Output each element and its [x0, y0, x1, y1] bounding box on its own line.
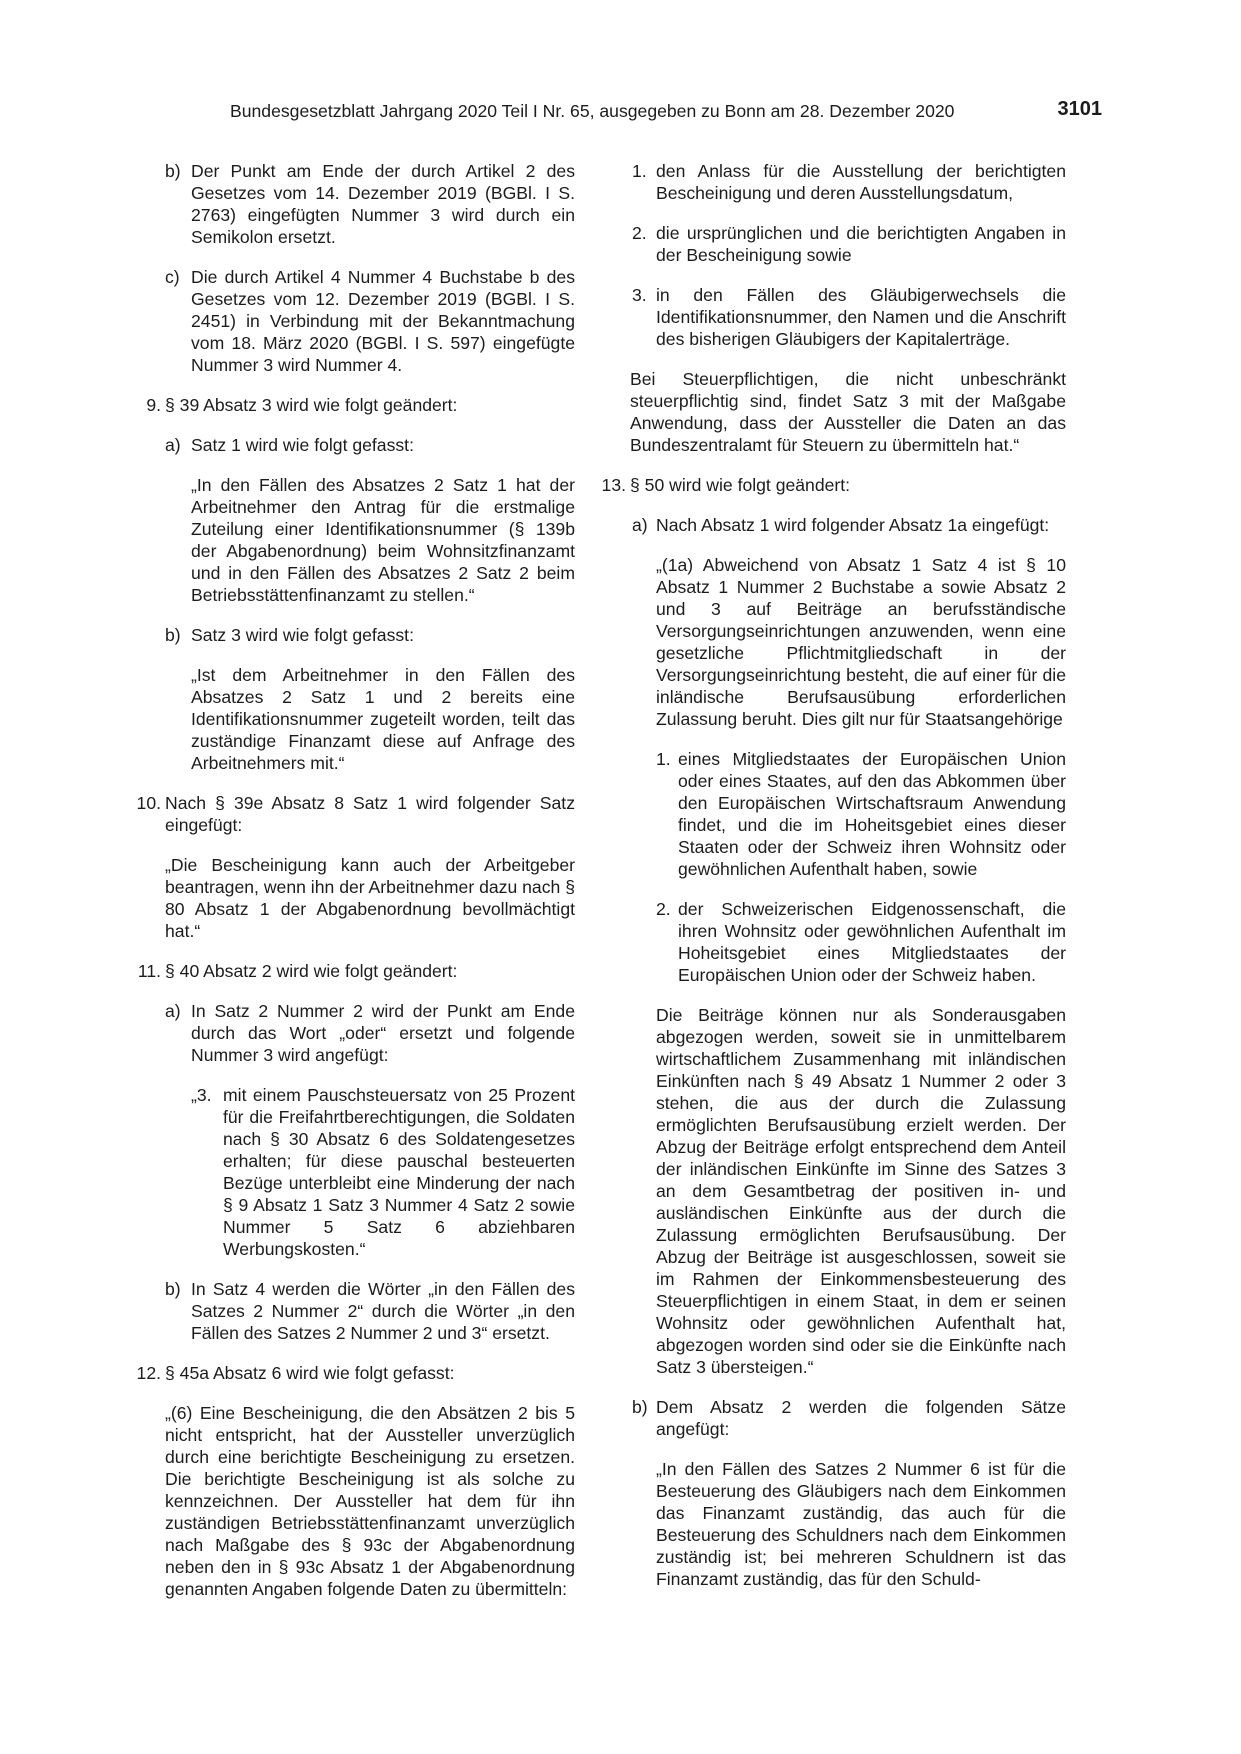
item-text: In Satz 4 werden die Wörter „in den Fällen des Satzes 2 Nummer 2“ durch die Wörter „in den Fällen des Satzes 2 Nummer 2 und 3“ ersetzt. — [191, 1279, 575, 1343]
item-number: 11. — [137, 961, 161, 981]
item-label: b) — [165, 1279, 181, 1299]
quote-13a: „(1a) Abweichend von Absatz 1 Satz 4 ist § 10 Absatz 1 Nummer 2 Buchstabe a sowie Absatz 2 und 3 auf Beiträge an berufsständische Versorgungseinrichtungen anzuwenden, wenn eine gesetzliche Pflichtmitgliedschaft in der Versorgungseinrichtung besteht, die auf einer für die inländische Berufsausübung erforderlichen Zulassung beruht. Dies gilt nur für Staatsangehörige — [656, 555, 1066, 729]
item-13a — [626, 514, 1066, 536]
right-column — [601, 160, 1066, 1608]
item-text: Der Punkt am Ende der durch Artikel 2 des Gesetzes vom 14. Dezember 2019 (BGBl. I S. 2763) eingefügten Nummer 3 wird durch ein Semikolon ersetzt. — [191, 161, 575, 247]
item-9a — [135, 434, 575, 456]
item-label: a) — [632, 515, 648, 535]
item-label: 3. — [632, 285, 647, 305]
item-9b — [135, 624, 575, 646]
item-text: Nach § 39e Absatz 8 Satz 1 wird folgender Satz eingefügt: — [165, 793, 575, 835]
item-12 — [135, 1362, 575, 1384]
item-label: a) — [165, 1001, 181, 1021]
item-10 — [135, 792, 575, 836]
item-text: § 50 wird wie folgt geändert: — [630, 475, 851, 495]
item-text: die ursprünglichen und die berichtigten Angaben in der Bescheinigung sowie — [656, 223, 1066, 265]
quote-10: „Die Bescheinigung kann auch der Arbeitgeber beantragen, wenn ihn der Arbeitnehmer dazu nach § 80 Absatz 1 der Abgabenordnung bevollmächtigt hat.“ — [165, 855, 575, 941]
item-text: § 40 Absatz 2 wird wie folgt geändert: — [165, 961, 458, 981]
item-text: eines Mitgliedstaates der Europäischen Union oder eines Staates, auf den das Abkommen über den Europäischen Wirtschaftsraum Anwendung findet, und die im Hoheitsgebiet eines dieser Staaten oder der Schweiz ihren Wohnsitz oder gewöhnlichen Aufenthalt haben, sowie — [678, 749, 1066, 879]
quote-12: „(6) Eine Bescheinigung, die den Absätzen 2 bis 5 nicht entspricht, hat der Aussteller unverzüglich durch eine berichtigte Bescheinigung zu ersetzen. Die berichtigte Bescheinigung ist als solche zu kennzeichnen. Der Aussteller hat dem für ihn zuständigen Betriebsstättenfinanzamt unverzüglich nach Maßgabe des § 93c der Abgabenordnung neben den in § 93c Absatz 1 der Abgabenordnung genannten Angaben folgende Daten zu übermitteln: — [165, 1403, 575, 1599]
page-number: 3101 — [1057, 98, 1102, 120]
item-c — [135, 266, 575, 376]
item-11b — [135, 1278, 575, 1344]
item-label: b) — [632, 1397, 648, 1417]
item-text: in den Fällen des Gläubigerwechsels die Identifikationsnummer, den Namen und die Anschrift des bisherigen Gläubigers der Kapitalerträge. — [656, 285, 1066, 349]
item-text: Die durch Artikel 4 Nummer 4 Buchstabe b des Gesetzes vom 12. Dezember 2019 (BGBl. I S. 2451) in Verbindung mit der Bekanntmachung vom 18. März 2020 (BGBl. I S. 597) eingefügte Nummer 3 wird Nummer 4. — [191, 267, 575, 375]
paragraph-beitraege: Die Beiträge können nur als Sonderausgaben abgezogen werden, soweit sie in unmittelbarem wirtschaftlichem Zusammenhang mit inländischen Einkünften nach § 49 Absatz 1 Nummer 2 oder 3 stehen, die aus der durch die Zulassung ermöglichten Berufsausübung erzielt werden. Der Abzug der Beiträge erfolgt entsprechend dem Anteil der inländischen Einkünfte im Sinne des Satzes 3 an dem Gesamtbetrag der positiven in- und ausländischen Einkünfte aus der durch die Zulassung ermöglichten Berufsausübung. Der Abzug der Beiträge ist ausgeschlossen, soweit sie im Rahmen der Einkommensbesteuerung des Steuerpflichtigen in einem Staat, in dem er seinen Wohnsitz oder gewöhnlichen Aufenthalt hat, abgezogen worden sind oder sie die Einkünfte nach Satz 3 übersteigen.“ — [656, 1005, 1066, 1377]
item-label: „3. — [191, 1085, 212, 1105]
item-label: a) — [165, 435, 181, 455]
item-text: Dem Absatz 2 werden die folgenden Sätze angefügt: — [656, 1397, 1066, 1439]
item-11 — [135, 960, 575, 982]
item-label: b) — [165, 625, 181, 645]
item-13b — [626, 1396, 1066, 1440]
item-label: c) — [165, 267, 180, 287]
item-text: § 39 Absatz 3 wird wie folgt geändert: — [165, 395, 458, 415]
item-9 — [135, 394, 575, 416]
item-11a — [135, 1000, 575, 1066]
item-label: 2. — [656, 899, 671, 919]
quote-13a-item-2 — [626, 898, 1066, 986]
paragraph-steuerpflichtige: Bei Steuerpflichtigen, die nicht unbeschränkt steuerpflichtig sind, findet Satz 3 mit der Maßgabe Anwendung, dass der Aussteller die Daten an das Bundeszentralamt für Steuern zu übermitteln hat.“ — [630, 369, 1066, 455]
item-label: 1. — [632, 161, 647, 181]
left-column — [135, 160, 575, 1618]
item-text: § 45a Absatz 6 wird wie folgt gefasst: — [165, 1363, 455, 1383]
item-number: 12. — [136, 1363, 161, 1383]
item-text: der Schweizerischen Eidgenossenschaft, die ihren Wohnsitz oder gewöhnlichen Aufenthalt im Hoheitsgebiet eines Mitgliedstaates der Europäischen Union oder der Schweiz haben. — [678, 899, 1066, 985]
item-text: den Anlass für die Ausstellung der berichtigten Bescheinigung und deren Ausstellungsdatum, — [656, 161, 1066, 203]
item-label: 1. — [656, 749, 671, 769]
item-text: mit einem Pauschsteuersatz von 25 Prozent für die Freifahrtberechtigungen, die Soldaten nach § 30 Absatz 6 des Soldatengesetzes erhalten; für diese pauschal besteuerten Bezüge unterbleibt eine Minderung der nach § 9 Absatz 1 Satz 3 Nummer 4 Satz 2 sowie Nummer 5 Satz 6 abziehbaren Werbungskosten.“ — [223, 1085, 575, 1259]
list-item-2 — [626, 222, 1066, 266]
item-text: Satz 3 wird wie folgt gefasst: — [191, 625, 414, 645]
list-item-1 — [626, 160, 1066, 204]
item-label: 2. — [632, 223, 647, 243]
quote-11a-item-3 — [135, 1084, 575, 1260]
item-text: Satz 1 wird wie folgt gefasst: — [191, 435, 414, 455]
header-title: Bundesgesetzblatt Jahrgang 2020 Teil I Nr. 65, ausgegeben zu Bonn am 28. Dezember 2020 — [230, 101, 955, 121]
quote-9b: „Ist dem Arbeitnehmer in den Fällen des Absatzes 2 Satz 1 und 2 bereits eine Identifikationsnummer zugeteilt worden, teilt das zuständige Finanzamt diese auf Anfrage des Arbeitnehmers mit.“ — [191, 665, 575, 773]
quote-9a: „In den Fällen des Absatzes 2 Satz 1 hat der Arbeitnehmer den Antrag für die erstmalige Zuteilung einer Identifikationsnummer (§ 139b der Abgabenordnung) beim Wohnsitzfinanzamt und in den Fällen des Absatzes 2 Satz 2 beim Betriebsstättenfinanzamt zu stellen.“ — [191, 475, 575, 605]
quote-13a-item-1 — [626, 748, 1066, 880]
item-number: 10. — [136, 793, 161, 813]
item-13 — [601, 474, 1066, 496]
item-label: b) — [165, 161, 181, 181]
item-number: 9. — [146, 395, 161, 415]
item-text: Nach Absatz 1 wird folgender Absatz 1a eingefügt: — [656, 515, 1050, 535]
quote-13b: „In den Fällen des Satzes 2 Nummer 6 ist für die Besteuerung des Gläubigers nach dem Einkommen das Finanzamt zuständig, das auch für die Besteuerung des Schuldners nach dem Einkommen zuständig ist; bei mehreren Schuldnern ist das Finanzamt zuständig, das für den Schuld- — [656, 1459, 1066, 1589]
item-b — [135, 160, 575, 248]
list-item-3 — [626, 284, 1066, 350]
item-number: 13. — [601, 475, 626, 495]
item-text: In Satz 2 Nummer 2 wird der Punkt am Ende durch das Wort „oder“ ersetzt und folgende Nummer 3 wird angefügt: — [191, 1001, 575, 1065]
